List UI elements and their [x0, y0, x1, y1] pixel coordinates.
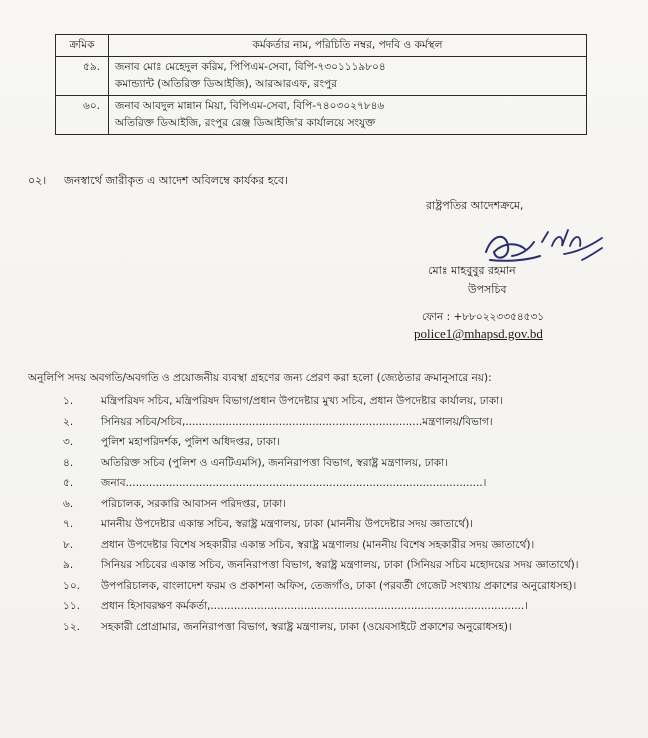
item-text: সিনিয়র সচিবের একান্ত সচিব, জননিরাপত্তা বিভাগ, স্বরাষ্ট্র মন্ত্রণালয়, ঢাকা (সিনিয়র সচিব মহোদয়ের সদয় জ্ঞাতার্থে)। [101, 559, 579, 571]
item-number: ১০. [63, 579, 80, 592]
item-text: মাননীয় উপদেষ্টার একান্ত সচিব, স্বরাষ্ট্র মন্ত্রণালয়, ঢাকা (মাননীয় উপদেষ্টার সদয় জ্ঞাতার্থে)। [101, 518, 474, 530]
item-number: ১১. [63, 600, 80, 612]
table-row [56, 96, 587, 135]
list-item [63, 495, 623, 516]
item-number: ৩. [63, 436, 74, 448]
item-number: ১. [63, 395, 74, 407]
signatory-name: মোঃ মাহবুবুর রহমান [428, 264, 516, 277]
list-item [63, 577, 623, 598]
item-text: সিনিয়র সচিব/সচিব,.......................................................................মন্ত্রণালয়/বিভাগ। [101, 415, 493, 428]
list-item [63, 454, 623, 475]
item-text: প্রধান উপদেষ্টার বিশেষ সহকারীর একান্ত সচিব, স্বরাষ্ট্র মন্ত্রণালয় (মাননীয় বিশেষ সহকারীর সদয় জ্ঞাতার্থে)। [101, 538, 535, 551]
item-text: উপপরিচালক, বাংলাদেশ ফরম ও প্রকাশনা অফিস, তেজগাঁও, ঢাকা (পরবর্তী গেজেট সংখ্যায় প্রকাশের অনুরোধসহ)। [101, 579, 577, 592]
order-by-text: রাষ্ট্রপতির আদেশক্রমে, [426, 199, 524, 212]
item-text: প্রধান হিসাবরক্ষণ কর্মকর্তা,..............................................................................................। [101, 600, 528, 612]
item-number: ৬. [63, 497, 74, 510]
copy-distribution-list [63, 392, 623, 638]
row-serial: ৫৯. [56, 57, 109, 96]
item-text: সহকারী প্রোগ্রামার, জননিরাপত্তা বিভাগ, স্বরাষ্ট্র মন্ত্রণালয়, ঢাকা (ওয়েবসাইটে প্রকাশের অনুরোধসহ)। [101, 620, 512, 633]
officer-name-line: জনাব মোঃ মেহেদুল করিম, পিপিএম-সেবা, বিপি-৭৩০১১১৯৮০৪ [115, 61, 386, 73]
officer-post-line: কমান্ড্যান্ট (অতিরিক্ত ডিআইজি), আরআরএফ, রংপুর [115, 78, 337, 90]
officer-table [55, 34, 587, 135]
list-item [63, 515, 623, 536]
list-item [63, 433, 623, 454]
list-item [63, 392, 623, 413]
serial-header: ক্রমিক [56, 35, 109, 57]
item-number: ৫. [63, 477, 74, 489]
signatory-email[interactable]: police1@mhapsd.gov.bd [414, 326, 543, 341]
signatory-title: উপসচিব [468, 283, 507, 296]
paragraph-text: জনস্বার্থে জারীকৃত এ আদেশ অবিলম্বে কার্যকর হবে। [64, 174, 289, 187]
item-number: ৮. [63, 538, 74, 551]
list-item [63, 536, 623, 557]
item-text: মন্ত্রিপরিষদ সচিব, মন্ত্রিপরিষদ বিভাগ/প্রধান উপদেষ্টার মুখ্য সচিব, প্রধান উপদেষ্টার কার্যালয়, ঢাকা। [101, 395, 503, 407]
row-serial: ৬০. [56, 96, 109, 135]
list-item [63, 618, 623, 639]
table-header-row [56, 35, 587, 57]
officer-name-line: জনাব আবদুল মান্নান মিয়া, বিপিএম-সেবা, বিপি-৭৪০৩০২৭৮৪৬ [115, 100, 385, 112]
details-header: কর্মকর্তার নাম, পরিচিতি নম্বর, পদবি ও কর্মস্থল [109, 35, 587, 57]
row-details [109, 57, 587, 96]
paragraph-number: ০২। [28, 174, 47, 187]
item-number: ১২. [63, 620, 80, 633]
item-text: অতিরিক্ত সচিব (পুলিশ ও এনটিএমসি), জননিরাপত্তা বিভাগ, স্বরাষ্ট্র মন্ত্রণালয়, ঢাকা। [101, 456, 448, 469]
list-item [63, 413, 623, 434]
item-text: পুলিশ মহাপরিদর্শক, পুলিশ অধিদপ্তর, ঢাকা। [101, 436, 280, 448]
officer-post-line: অতিরিক্ত ডিআইজি, রংপুর রেঞ্জ ডিআইজি'র কার্যালয়ে সংযুক্ত [115, 117, 376, 129]
item-number: ২. [63, 415, 74, 428]
table-row [56, 57, 587, 96]
item-number: ৪. [63, 456, 74, 469]
item-text: জনাব...........................................................................................................। [101, 477, 487, 489]
list-item [63, 556, 623, 577]
row-details [109, 96, 587, 135]
list-item [63, 597, 623, 618]
order-paragraph [28, 172, 288, 191]
list-item [63, 474, 623, 495]
copy-distribution-intro: অনুলিপি সদয় অবগতি/অবগতি ও প্রয়োজনীয় ব্যবস্থা গ্রহণের জন্য প্রেরণ করা হলো (জ্যেষ্ঠতার ক্রমানুসারে নয়): [28, 372, 492, 384]
item-number: ৯. [63, 559, 74, 571]
signatory-phone: ফোন : +৮৮০২২৩৩৫৪৫৩১ [422, 311, 545, 323]
item-number: ৭. [63, 518, 74, 530]
item-text: পরিচালক, সরকারি আবাসন পরিদপ্তর, ঢাকা। [101, 497, 286, 510]
